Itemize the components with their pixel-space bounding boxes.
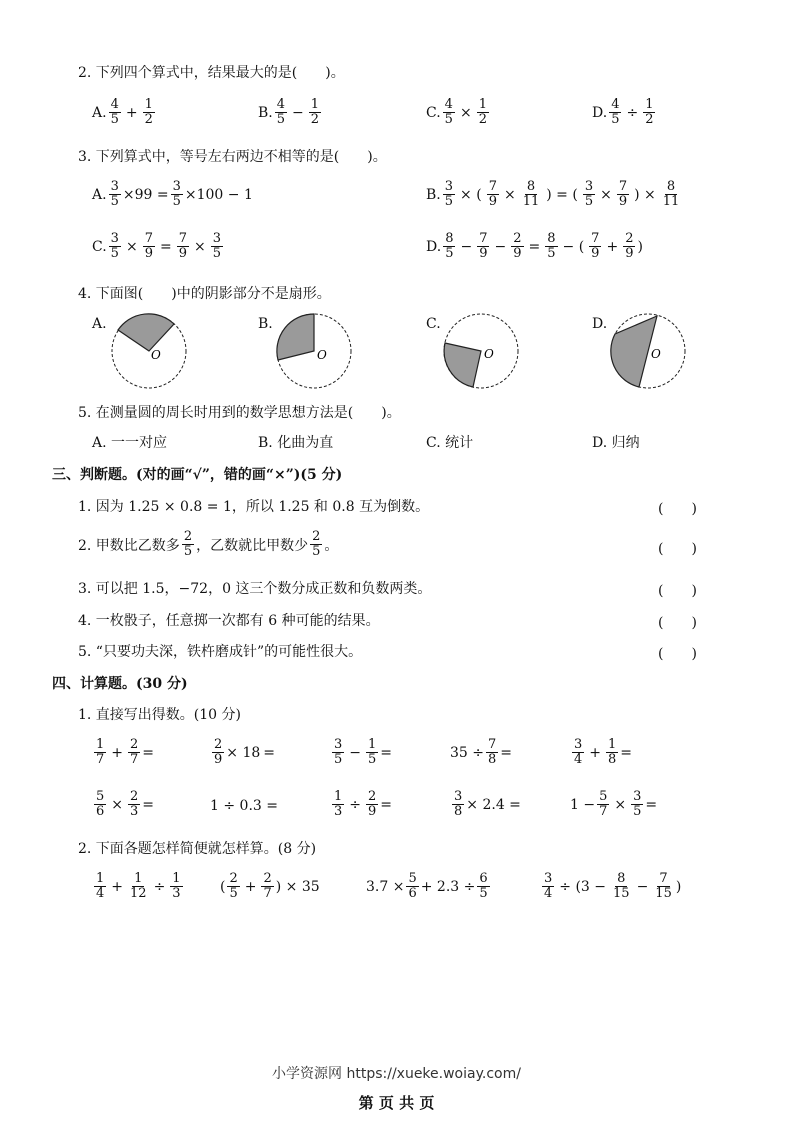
section3-title: 三、判断题。(对的画“√”，错的画“×”)(5 分): [52, 467, 343, 483]
fraction: $\frac{8}{5}$: [547, 231, 556, 261]
q4-figure-c[interactable]: [440, 310, 522, 392]
q4-figure-b[interactable]: [273, 310, 355, 392]
q3-option-b[interactable]: B. $\frac{3}{5}$ × ( $\frac{7}{9}$ × $\frac{8}{11}$ ) = ( $\frac{3}{5}$ × $\frac{7}{9}$ ) × $\frac{8}{11}$: [426, 179, 680, 209]
judge-answer-4[interactable]: ( ): [658, 615, 697, 631]
section4-title: 四、计算题。(30 分): [52, 676, 188, 692]
q3-stem: 3. 下列算式中，等号左右两边不相等的是( )。: [78, 149, 387, 165]
judge-item-1: 1. 因为 1.25 × 0.8 = 1，所以 1.25 和 0.8 互为倒数。: [78, 499, 430, 515]
fraction: $\frac{7}{9}$: [144, 231, 153, 261]
q5-option-c[interactable]: C. 统计: [426, 435, 474, 451]
fraction: $\frac{1}{2}$: [478, 97, 487, 127]
q3-option-c[interactable]: C. $\frac{3}{5}$ × $\frac{7}{9}$ = $\frac{7}{9}$ × $\frac{3}{5}$: [92, 231, 221, 261]
calc2-e3[interactable]: 3.7 × $\frac{5}{6}$ + 2.3 ÷ $\frac{6}{5}$: [366, 871, 488, 901]
calc-r1-e3[interactable]: $\frac{3}{5}$ − $\frac{1}{5}$ =: [334, 737, 393, 767]
fraction: $\frac{2}{5}$: [312, 529, 321, 559]
q5-option-a[interactable]: A. 一一对应: [92, 435, 168, 451]
fraction: $\frac{1}{2}$: [144, 97, 153, 127]
judge-answer-2[interactable]: ( ): [658, 541, 697, 557]
calc-r2-e5[interactable]: 1 − $\frac{5}{7}$ × $\frac{3}{5}$ =: [570, 789, 658, 819]
fraction: $\frac{3}{5}$: [212, 231, 221, 261]
fraction: $\frac{2}{5}$: [183, 529, 193, 559]
fraction: $\frac{4}{5}$: [444, 97, 453, 127]
q2-option-b[interactable]: B. $\frac{4}{5}$ − $\frac{1}{2}$: [258, 97, 320, 127]
judge-answer-5[interactable]: ( ): [658, 646, 697, 662]
judge-item-5: 5. “只要功夫深，铁杵磨成针”的可能性很大。: [78, 644, 363, 660]
judge-answer-1[interactable]: ( ): [658, 501, 697, 517]
q3-option-d[interactable]: D. $\frac{8}{5}$ − $\frac{7}{9}$ − $\frac{2}{9}$ = $\frac{8}{5}$ − ( $\frac{7}{9}$ + $\frac{2}{9}$ ): [426, 231, 643, 261]
judge-item-2: 2. 甲数比乙数多 $\frac{2}{5}$ ，乙数就比甲数少 $\frac{2}{5}$ 。: [78, 529, 339, 559]
fraction: $\frac{4}{5}$: [611, 97, 620, 127]
fraction: $\frac{8}{11}$: [662, 179, 680, 209]
fraction: $\frac{4}{5}$: [276, 97, 286, 127]
fraction: $\frac{7}{9}$: [178, 231, 187, 261]
fraction: $\frac{7}{9}$: [479, 231, 488, 261]
calc2-e2[interactable]: ( $\frac{2}{5}$ + $\frac{2}{7}$ ) × 35: [220, 871, 320, 901]
fraction: $\frac{3}{5}$: [444, 179, 454, 209]
q2-option-a[interactable]: A. $\frac{4}{5}$ + $\frac{1}{2}$: [92, 97, 153, 127]
q4-figure-d[interactable]: [607, 310, 689, 392]
fraction: $\frac{1}{2}$: [645, 97, 654, 127]
q4-figure-a[interactable]: [108, 310, 190, 392]
calc-r1-e1[interactable]: $\frac{1}{7}$ + $\frac{2}{7}$ =: [96, 737, 155, 767]
q2-stem: 2. 下列四个算式中，结果最大的是( )。: [78, 65, 345, 81]
q3-option-a[interactable]: A. $\frac{3}{5}$ ×99 = $\frac{3}{5}$ ×100 − 1: [92, 179, 253, 209]
calc-r1-e2[interactable]: $\frac{2}{9}$ × 18 =: [214, 737, 276, 767]
q4-label-a: A.: [92, 316, 107, 332]
fraction: $\frac{3}{5}$: [110, 231, 119, 261]
fraction: $\frac{7}{9}$: [591, 231, 600, 261]
fraction: $\frac{8}{11}$: [522, 179, 540, 209]
fraction: $\frac{3}{5}$: [584, 179, 594, 209]
calc-r2-e3[interactable]: $\frac{1}{3}$ ÷ $\frac{2}{9}$ =: [334, 789, 393, 819]
fraction: $\frac{4}{5}$: [110, 97, 119, 127]
q5-option-b[interactable]: B. 化曲为直: [258, 435, 334, 451]
calc-r2-e2[interactable]: 1 ÷ 0.3 =: [210, 798, 278, 814]
fraction: $\frac{1}{2}$: [310, 97, 320, 127]
q5-option-d[interactable]: D. 归纳: [592, 435, 640, 451]
q4-label-d: D.: [592, 316, 608, 332]
fraction: $\frac{2}{9}$: [513, 231, 522, 261]
q4-stem: 4. 下面图( )中的阴影部分不是扇形。: [78, 286, 331, 302]
q2-option-c[interactable]: C. $\frac{4}{5}$ × $\frac{1}{2}$: [426, 97, 487, 127]
q2-option-d[interactable]: D. $\frac{4}{5}$ ÷ $\frac{1}{2}$: [592, 97, 654, 127]
calc2-e1[interactable]: $\frac{1}{4}$ + $\frac{1}{12}$ ÷ $\frac{1}{3}$: [96, 871, 181, 901]
svg-text:O: O: [484, 347, 494, 361]
fraction: $\frac{8}{5}$: [445, 231, 454, 261]
fraction: $\frac{7}{9}$: [488, 179, 497, 209]
fraction: $\frac{3}{5}$: [172, 179, 181, 209]
footer-page: 第 页 共 页: [358, 1094, 435, 1112]
svg-text:O: O: [151, 348, 161, 362]
judge-answer-3[interactable]: ( ): [658, 583, 697, 599]
fraction: $\frac{3}{5}$: [110, 179, 119, 209]
judge-item-4: 4. 一枚骰子，任意掷一次都有 6 种可能的结果。: [78, 613, 380, 629]
svg-text:O: O: [651, 347, 661, 361]
calc2-e4[interactable]: $\frac{3}{4}$ ÷ (3 − $\frac{8}{15}$ − $\frac{7}{15}$ ): [544, 871, 682, 901]
calc-r2-e1[interactable]: $\frac{5}{6}$ × $\frac{2}{3}$ =: [96, 789, 155, 819]
svg-text:O: O: [317, 348, 327, 362]
calc-r2-e4[interactable]: $\frac{3}{8}$ × 2.4 =: [454, 789, 521, 819]
judge-item-3: 3. 可以把 1.5，−72，0 这三个数分成正数和负数两类。: [78, 581, 432, 597]
footer-site: 小学资源网 https://xueke.woiay.com/: [272, 1066, 521, 1082]
q5-stem: 5. 在测量圆的周长时用到的数学思想方法是( )。: [78, 405, 401, 421]
fraction: $\frac{2}{9}$: [625, 231, 634, 261]
calc-r1-e5[interactable]: $\frac{3}{4}$ + $\frac{1}{8}$ =: [574, 737, 633, 767]
section4-sub1: 1. 直接写出得数。(10 分): [78, 707, 241, 723]
q4-label-c: C.: [426, 316, 441, 332]
section4-sub2: 2. 下面各题怎样简便就怎样算。(8 分): [78, 841, 317, 857]
q4-label-b: B.: [258, 316, 273, 332]
fraction: $\frac{7}{9}$: [618, 179, 628, 209]
calc-r1-e4[interactable]: 35 ÷ $\frac{7}{8}$ =: [450, 737, 513, 767]
